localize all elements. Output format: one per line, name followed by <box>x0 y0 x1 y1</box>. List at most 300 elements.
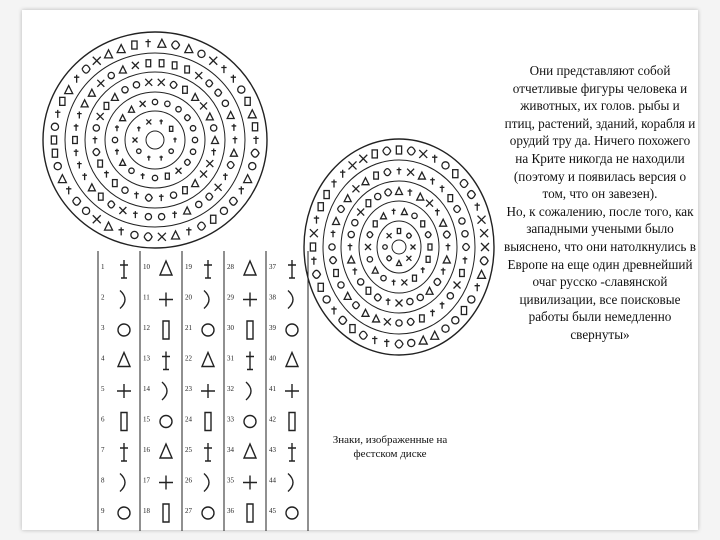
disc-glyph <box>397 261 402 266</box>
disc-glyph <box>145 194 152 201</box>
disc-glyph <box>200 171 207 178</box>
disc-glyph <box>169 149 174 154</box>
sign-number: 26 <box>185 476 192 485</box>
disc-glyph <box>311 257 316 265</box>
disc-glyph <box>51 123 58 130</box>
disc-glyph <box>82 173 87 180</box>
disc-glyph <box>318 283 323 291</box>
disc-glyph <box>352 302 359 309</box>
disc-glyph <box>88 184 95 191</box>
sign-glyph <box>160 444 172 458</box>
disc-glyph <box>165 101 170 106</box>
disc-glyph <box>453 170 458 178</box>
disc-glyph <box>481 243 489 251</box>
sign-number: 21 <box>185 324 192 332</box>
sign-number: 6 <box>101 415 105 424</box>
disc-glyph <box>475 283 480 291</box>
disc-glyph <box>206 113 213 120</box>
disc-glyph <box>172 211 177 218</box>
disc-glyph <box>93 125 99 131</box>
disc-glyph <box>333 218 340 225</box>
disc-glyph <box>165 173 169 179</box>
disc-glyph <box>159 60 164 67</box>
disc-glyph <box>172 62 177 69</box>
disc-glyph <box>176 107 181 112</box>
disc-glyph <box>310 229 318 237</box>
disc-glyph <box>206 80 213 87</box>
disc-glyph <box>60 97 65 105</box>
disc-glyph <box>229 197 237 205</box>
sign-glyph <box>247 321 253 339</box>
disc-glyph <box>152 99 157 104</box>
disc-glyph <box>212 137 219 144</box>
disc-glyph <box>337 206 344 213</box>
sign-glyph <box>162 382 167 400</box>
sign-number: 4 <box>101 354 105 363</box>
disc-glyph <box>480 257 488 265</box>
disc-glyph <box>117 45 125 53</box>
disc-glyph <box>252 123 257 131</box>
disc-glyph <box>407 298 413 304</box>
disc-glyph <box>184 115 190 121</box>
disc-glyph <box>172 41 180 49</box>
disc-glyph <box>435 209 440 216</box>
sign-glyph <box>117 384 131 398</box>
disc-glyph <box>401 209 407 215</box>
disc-glyph <box>73 197 81 205</box>
disc-glyph <box>463 244 470 251</box>
disc-glyph <box>170 81 177 88</box>
disc-glyph <box>431 331 439 339</box>
sign-glyph <box>163 321 169 339</box>
disc-glyph <box>244 175 252 183</box>
disc-glyph <box>221 65 226 73</box>
sign-number: 3 <box>101 324 105 332</box>
disc-glyph <box>211 149 216 156</box>
sign-number: 20 <box>185 293 192 302</box>
disc-glyph <box>411 245 416 250</box>
disc-glyph <box>141 173 145 179</box>
sign-glyph <box>286 353 298 367</box>
disc-glyph <box>238 86 245 93</box>
sign-glyph <box>288 474 293 492</box>
disc-glyph <box>160 156 163 161</box>
disc-glyph <box>245 97 250 105</box>
sign-glyph <box>243 476 257 490</box>
disc-glyph <box>105 50 113 58</box>
sign-glyph <box>244 261 256 275</box>
disc-glyph <box>383 147 391 155</box>
sign-number: 27 <box>185 507 192 515</box>
disc-glyph <box>211 215 216 223</box>
disc-glyph <box>215 184 222 191</box>
disc-glyph <box>329 244 335 250</box>
sign-number: 34 <box>227 446 234 454</box>
disc-glyph <box>461 307 466 315</box>
slide <box>22 10 698 530</box>
disc-glyph <box>58 175 66 183</box>
disc-glyph <box>145 214 151 220</box>
disc-glyph <box>128 106 134 112</box>
disc-glyph <box>248 110 256 118</box>
disc-glyph <box>115 149 119 155</box>
disc-glyph <box>111 93 118 100</box>
disc-glyph <box>145 79 152 86</box>
disc-glyph <box>129 168 134 173</box>
disc-glyph <box>186 227 191 235</box>
disc-glyph <box>196 201 202 207</box>
body-text: Они представляют собой отчетливые фигуры человека и животных, их голов. рыбы и птиц, растений, зданий, корабля и орудий тру да. Ничего похожего на Крите никогда не находили (поэтому и появилась версия о том, что он завезен). Но, к сожалению, после того, как западными учеными было выяснено, что они натолкнулись в Европе на еще один древнейший очаг русско -славянской цивилизации, все поисковые работы были немедленно свернуты» <box>504 63 696 342</box>
disc-glyph <box>460 179 468 187</box>
disc-glyph <box>330 257 337 264</box>
sign-number: 17 <box>143 476 150 485</box>
disc-glyph <box>425 232 431 238</box>
disc-glyph <box>119 66 126 73</box>
sign-glyph <box>289 413 295 431</box>
disc-glyph <box>366 200 371 207</box>
disc-glyph <box>406 233 411 238</box>
sign-number: 28 <box>227 263 234 271</box>
disc-glyph <box>434 278 441 285</box>
disc-glyph <box>396 320 402 326</box>
disc-glyph <box>93 57 101 65</box>
disc-glyph <box>381 213 387 219</box>
disc-glyph <box>158 39 166 47</box>
disc-glyph <box>137 126 140 131</box>
disc-glyph <box>105 222 113 230</box>
sign-glyph <box>202 507 214 519</box>
disc-glyph <box>365 244 371 250</box>
disc-glyph <box>428 244 432 250</box>
disc-glyph <box>396 188 403 195</box>
disc-glyph <box>440 185 445 192</box>
disc-glyph <box>172 231 180 239</box>
sign-number: 38 <box>269 293 276 302</box>
sign-glyph <box>118 324 130 336</box>
sign-glyph <box>160 261 172 275</box>
sign-glyph <box>288 443 296 461</box>
sign-number: 39 <box>269 324 276 332</box>
disc-glyph <box>173 138 176 143</box>
sign-number: 45 <box>269 507 276 515</box>
disc-glyph <box>192 93 199 100</box>
disc-glyph <box>430 178 435 185</box>
disc-glyph <box>230 149 237 156</box>
sign-glyph <box>159 293 173 307</box>
disc-glyph <box>160 119 163 124</box>
sign-number: 24 <box>185 415 192 424</box>
sign-glyph <box>285 384 299 398</box>
disc-glyph <box>350 325 355 333</box>
sign-glyph <box>163 504 169 522</box>
sign-glyph <box>243 293 257 307</box>
disc-glyph <box>314 216 319 224</box>
disc-glyph <box>338 282 344 288</box>
disc-glyph <box>352 220 358 226</box>
disc-glyph <box>348 231 354 237</box>
disc-glyph <box>407 147 415 155</box>
disc-glyph <box>383 245 388 250</box>
disc-glyph <box>122 187 128 193</box>
sign-glyph <box>205 413 211 431</box>
disc-glyph <box>418 172 425 179</box>
sign-glyph <box>286 507 298 519</box>
disc-glyph <box>192 180 199 187</box>
disc-glyph <box>408 339 415 346</box>
figure-caption: Знаки, изображенные на фестском диске <box>332 434 448 460</box>
disc-glyph <box>454 282 461 289</box>
disc-glyph <box>395 340 403 348</box>
disc-glyph <box>407 169 414 176</box>
disc-glyph <box>97 113 104 120</box>
sign-glyph <box>120 474 125 492</box>
disc-glyph <box>74 75 79 83</box>
disc-glyph <box>426 256 430 262</box>
sign-glyph <box>247 504 253 522</box>
sign-number: 41 <box>269 385 276 393</box>
disc-glyph <box>198 50 205 57</box>
disc-glyph <box>131 231 138 238</box>
sign-number: 37 <box>269 263 276 271</box>
disc-glyph <box>231 75 236 83</box>
disc-glyph <box>158 79 165 86</box>
disc-glyph <box>211 125 217 131</box>
sign-glyph <box>120 260 128 278</box>
sign-glyph <box>160 416 172 428</box>
disc-glyph <box>65 86 73 94</box>
disc-glyph <box>426 287 433 294</box>
disc-glyph <box>323 296 330 303</box>
disc-glyph <box>97 80 104 87</box>
disc-glyph <box>66 186 71 194</box>
sign-glyph <box>159 476 173 490</box>
disc-glyph <box>146 119 151 124</box>
disc-glyph <box>113 180 118 187</box>
sign-number: 36 <box>227 507 234 515</box>
sign-glyph <box>204 260 212 278</box>
sign-number: 22 <box>185 354 192 363</box>
disc-glyph <box>310 243 315 251</box>
disc-glyph <box>74 124 79 131</box>
sign-number: 14 <box>143 385 150 393</box>
disc-glyph <box>440 219 447 226</box>
disc-glyph <box>432 155 437 163</box>
disc-glyph <box>82 207 89 214</box>
disc-glyph <box>454 206 461 213</box>
disc-glyph <box>133 82 139 88</box>
disc-glyph <box>98 193 103 200</box>
sign-number: 1 <box>101 263 105 271</box>
sign-glyph <box>118 507 130 519</box>
disc-glyph <box>77 111 82 118</box>
disc-glyph <box>397 229 400 234</box>
sign-number: 11 <box>143 293 150 302</box>
disc-glyph <box>447 293 453 299</box>
disc-glyph <box>366 287 371 294</box>
disc-glyph <box>51 136 56 144</box>
sign-glyph <box>246 382 251 400</box>
disc-glyph <box>348 244 353 251</box>
sign-number: 13 <box>143 354 150 363</box>
disc-glyph <box>462 231 468 237</box>
disc-glyph <box>77 162 82 169</box>
sign-glyph <box>201 384 215 398</box>
disc-glyph <box>460 269 465 276</box>
disc-glyph <box>206 193 213 200</box>
disc-glyph <box>459 218 465 224</box>
sign-glyph <box>204 291 209 309</box>
sign-glyph <box>244 416 256 428</box>
disc-glyph <box>352 185 359 192</box>
sign-number: 16 <box>143 446 150 454</box>
disc-glyph <box>430 309 435 316</box>
disc-glyph <box>185 66 190 73</box>
disc-glyph <box>159 194 164 201</box>
disc-glyph <box>478 270 486 278</box>
disc-glyph <box>233 137 238 144</box>
disc-glyph <box>120 159 126 165</box>
disc-glyph <box>183 86 188 93</box>
sign-number: 35 <box>227 476 234 485</box>
disc-glyph <box>93 215 101 223</box>
sign-number: 19 <box>185 263 192 271</box>
disc-glyph <box>132 41 137 49</box>
disc-glyph <box>185 45 193 53</box>
disc-glyph <box>349 161 357 169</box>
disc-glyph <box>215 89 222 96</box>
sign-glyph <box>202 353 214 367</box>
disc-glyph <box>251 149 259 157</box>
disc-glyph <box>367 257 372 262</box>
disc-glyph <box>480 229 488 237</box>
disc-glyph <box>443 256 450 263</box>
disc-glyph <box>222 100 228 106</box>
disc-glyph <box>170 126 173 131</box>
disc-glyph <box>119 227 124 235</box>
disc-glyph <box>112 137 117 142</box>
disc-glyph <box>373 315 380 322</box>
disc-glyph <box>73 137 78 144</box>
disc-glyph <box>381 275 386 280</box>
sign-number: 32 <box>227 385 234 393</box>
disc-glyph <box>120 115 126 121</box>
disc-glyph <box>387 256 392 261</box>
disc-glyph <box>373 221 377 227</box>
disc-glyph <box>115 125 119 131</box>
phaistos-disc-side-b <box>299 135 499 359</box>
disc-glyph <box>183 187 188 194</box>
disc-glyph <box>192 137 197 142</box>
disc-glyph <box>372 267 378 273</box>
disc-glyph <box>119 207 126 214</box>
disc-glyph <box>357 209 364 216</box>
disc-glyph <box>412 213 417 218</box>
disc-glyph <box>158 233 166 241</box>
disc-glyph <box>104 102 109 109</box>
sign-glyph <box>288 260 296 278</box>
disc-glyph <box>132 62 139 69</box>
sign-glyph <box>202 324 214 336</box>
disc-glyph <box>419 336 427 344</box>
disc-glyph <box>344 292 351 299</box>
disc-glyph <box>417 193 424 200</box>
disc-glyph <box>452 317 459 324</box>
disc-glyph <box>140 101 146 107</box>
sign-number: 25 <box>185 446 192 454</box>
disc-glyph <box>413 275 417 281</box>
sign-number: 29 <box>227 293 234 302</box>
disc-glyph <box>392 209 396 215</box>
disc-glyph <box>227 162 234 169</box>
disc-glyph <box>98 160 103 167</box>
disc-glyph <box>374 172 379 179</box>
disc-glyph <box>372 336 377 344</box>
disc-glyph <box>475 203 480 211</box>
disc-glyph <box>334 269 339 276</box>
disc-glyph <box>463 257 468 264</box>
disc-glyph <box>239 186 244 194</box>
disc-glyph <box>81 100 88 107</box>
disc-glyph <box>408 189 413 196</box>
disc-glyph <box>52 149 57 157</box>
disc-glyph <box>344 195 351 202</box>
disc-glyph <box>104 171 109 178</box>
sign-glyph <box>246 352 254 370</box>
disc-glyph <box>227 111 234 118</box>
disc-glyph <box>93 137 98 144</box>
disc-glyph <box>55 110 60 118</box>
disc-glyph <box>206 160 213 167</box>
sign-number: 2 <box>101 293 105 302</box>
disc-glyph <box>387 233 392 238</box>
disc-glyph <box>145 39 150 47</box>
disc-glyph <box>375 193 381 199</box>
disc-glyph <box>417 294 423 300</box>
disc-glyph <box>200 102 207 109</box>
disc-glyph <box>385 189 392 196</box>
disc-glyph <box>134 192 139 199</box>
sign-number: 40 <box>269 354 276 363</box>
disc-glyph <box>147 156 150 161</box>
sign-glyph <box>204 474 209 492</box>
disc-glyph <box>339 316 347 324</box>
disc-glyph <box>133 138 138 143</box>
disc-glyph <box>170 192 176 198</box>
sign-glyph <box>120 291 125 309</box>
phaistos-disc-side-a <box>38 27 272 253</box>
disc-glyph <box>176 168 182 174</box>
disc-glyph <box>146 60 151 67</box>
disc-glyph <box>152 175 157 180</box>
disc-glyph <box>74 149 79 156</box>
sign-glyph <box>121 413 127 431</box>
disc-glyph <box>348 256 355 263</box>
sign-number: 9 <box>101 507 105 515</box>
sign-glyph <box>288 291 293 309</box>
disc-glyph <box>108 201 115 208</box>
disc-glyph <box>362 178 369 185</box>
disc-glyph <box>396 146 401 154</box>
disc-glyph <box>367 232 373 238</box>
disc-glyph <box>467 191 475 199</box>
sign-table <box>97 251 309 531</box>
disc-glyph <box>359 155 367 163</box>
disc-glyph <box>407 318 414 325</box>
disc-glyph <box>372 150 377 158</box>
disc-glyph <box>340 170 345 178</box>
sign-number: 5 <box>101 385 105 393</box>
disc-glyph <box>384 339 389 347</box>
